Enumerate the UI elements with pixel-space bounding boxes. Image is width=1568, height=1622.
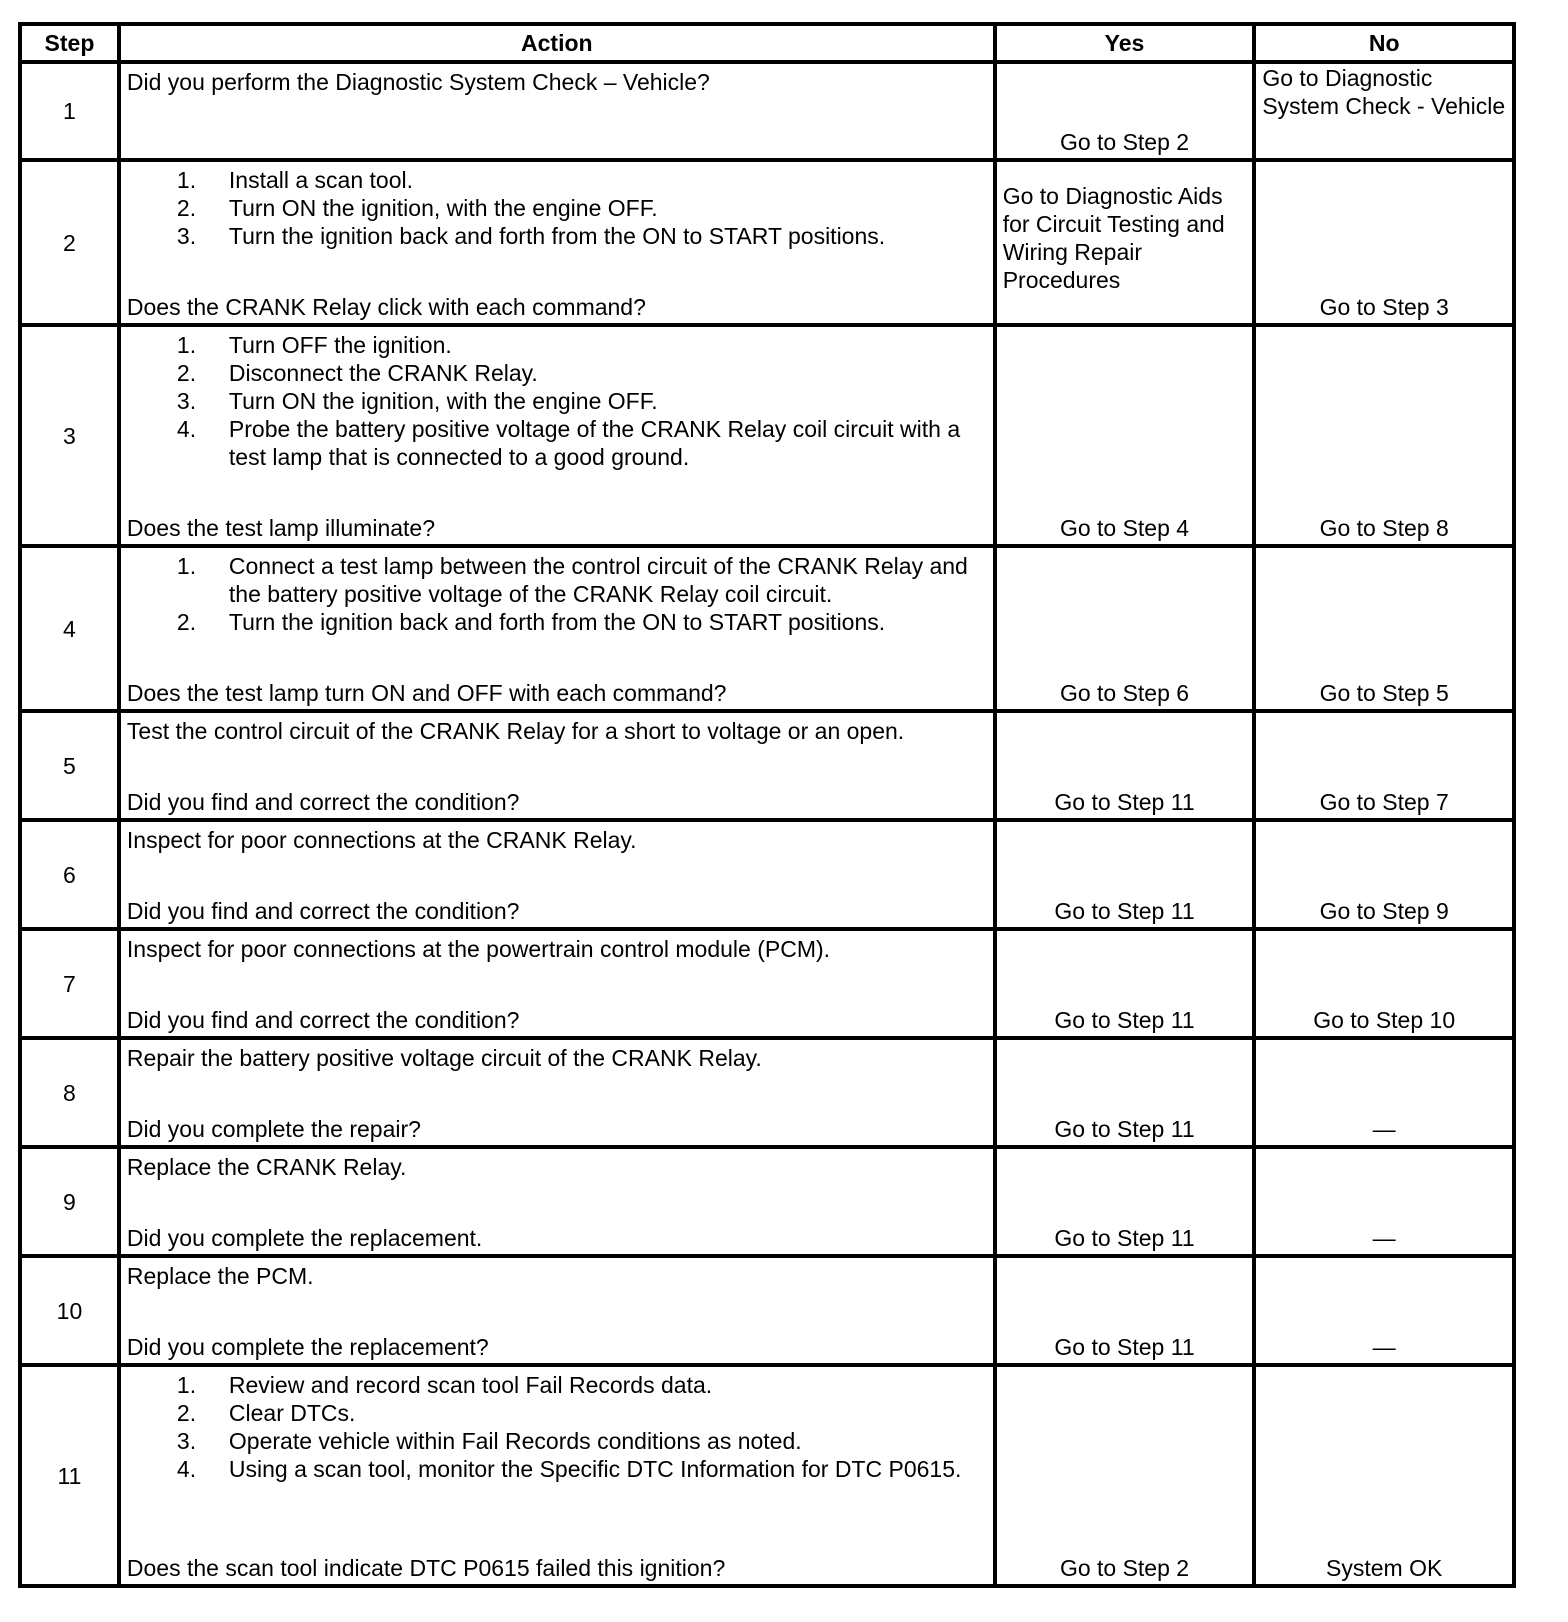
no-cell	[1254, 1147, 1514, 1256]
yes-result-text: Go to Step 11	[1054, 898, 1195, 924]
action-cell	[119, 1256, 995, 1365]
no-result-text: Go to Diagnostic System Check - Vehicle	[1262, 65, 1506, 119]
yes-result-text: Go to Step 6	[1059, 680, 1190, 706]
yes-cell	[995, 711, 1255, 820]
step-number: 2	[20, 160, 119, 325]
action-content	[127, 1262, 987, 1361]
substep-item: Disconnect the CRANK Relay.	[228, 360, 538, 386]
table-row	[20, 1147, 1514, 1256]
substep-item: Turn ON the ignition, with the engine OFF.	[228, 388, 658, 414]
action-content	[127, 552, 987, 707]
no-result-text: Go to Step 3	[1319, 294, 1449, 320]
action-question: Does the CRANK Relay click with each command?	[126, 294, 646, 320]
yes-result-text: Go to Diagnostic Aids for Circuit Testing and Wiring Repair Procedures	[1002, 183, 1225, 293]
step-number: 4	[20, 546, 119, 711]
no-cell	[1254, 820, 1514, 929]
substep-list	[127, 331, 987, 471]
action-content	[127, 1371, 987, 1582]
step-number: 6	[20, 820, 119, 929]
no-result-text: Go to Step 5	[1319, 680, 1449, 706]
action-text: Inspect for poor connections at the powertrain control module (PCM).	[126, 936, 831, 962]
no-cell	[1254, 160, 1514, 325]
action-question: Does the test lamp illuminate?	[126, 515, 436, 541]
table-row	[20, 711, 1514, 820]
action-content	[127, 166, 987, 321]
yes-cell	[995, 62, 1255, 160]
step-number: 5	[20, 711, 119, 820]
no-result-text: Go to Step 9	[1319, 898, 1449, 924]
action-question: Did you complete the repair?	[126, 1116, 421, 1142]
action-content	[127, 1153, 987, 1252]
substep-item: Install a scan tool.	[228, 167, 414, 193]
step-number: 10	[20, 1256, 119, 1365]
yes-cell	[995, 1038, 1255, 1147]
substep-item: Review and record scan tool Fail Records data.	[228, 1372, 713, 1398]
no-result-text: Go to Step 10	[1313, 1007, 1456, 1033]
no-result-text: Go to Step 7	[1319, 789, 1449, 815]
action-question: Did you complete the replacement?	[126, 1334, 489, 1360]
action-content	[127, 826, 987, 925]
yes-result-text: Go to Step 11	[1054, 789, 1195, 815]
yes-result-text: Go to Step 11	[1054, 1007, 1195, 1033]
step-number: 11	[20, 1365, 119, 1586]
action-cell	[119, 1147, 995, 1256]
no-cell	[1254, 1256, 1514, 1365]
table-row	[20, 62, 1514, 160]
table-row	[20, 1256, 1514, 1365]
no-result-text: —	[1372, 1225, 1396, 1251]
no-cell	[1254, 325, 1514, 546]
table-row	[20, 820, 1514, 929]
action-question: Did you complete the replacement.	[126, 1225, 483, 1251]
yes-result-text: Go to Step 2	[1059, 129, 1190, 155]
no-cell	[1254, 1365, 1514, 1586]
action-cell	[119, 546, 995, 711]
substep-list	[127, 1371, 987, 1483]
action-cell	[119, 160, 995, 325]
action-question: Did you find and correct the condition?	[126, 789, 520, 815]
table-row	[20, 325, 1514, 546]
step-number: 9	[20, 1147, 119, 1256]
action-cell	[119, 62, 995, 160]
yes-result-text: Go to Step 2	[1059, 1555, 1190, 1581]
yes-result-text: Go to Step 11	[1054, 1334, 1195, 1360]
action-content	[127, 935, 987, 1034]
action-cell	[119, 929, 995, 1038]
yes-cell	[995, 160, 1255, 325]
yes-cell	[995, 820, 1255, 929]
substep-item: Turn OFF the ignition.	[228, 332, 452, 358]
action-text: Test the control circuit of the CRANK Relay for a short to voltage or an open.	[126, 718, 905, 744]
action-cell	[119, 711, 995, 820]
yes-cell	[995, 546, 1255, 711]
yes-result-text: Go to Step 4	[1059, 515, 1190, 541]
yes-cell	[995, 1365, 1255, 1586]
header-yes: Yes	[995, 24, 1255, 62]
header-row	[20, 24, 1514, 62]
action-text: Replace the PCM.	[126, 1263, 314, 1289]
yes-cell	[995, 929, 1255, 1038]
no-cell	[1254, 62, 1514, 160]
action-cell	[119, 325, 995, 546]
table-row	[20, 1038, 1514, 1147]
substep-item: Turn the ignition back and forth from the ON to START positions.	[228, 609, 886, 635]
substep-item: Operate vehicle within Fail Records conditions as noted.	[228, 1428, 802, 1454]
action-text: Repair the battery positive voltage circuit of the CRANK Relay.	[126, 1045, 762, 1071]
step-number: 3	[20, 325, 119, 546]
header-action: Action	[119, 24, 995, 62]
no-result-text: System OK	[1326, 1555, 1443, 1581]
no-result-text: Go to Step 8	[1319, 515, 1449, 541]
action-question: Does the scan tool indicate DTC P0615 failed this ignition?	[126, 1555, 726, 1581]
table-row	[20, 546, 1514, 711]
substep-item: Clear DTCs.	[228, 1400, 356, 1426]
header-step: Step	[20, 24, 119, 62]
table-row	[20, 1365, 1514, 1586]
no-cell	[1254, 546, 1514, 711]
no-result-text: —	[1372, 1334, 1396, 1360]
no-result-text: —	[1372, 1116, 1396, 1142]
action-content	[127, 331, 987, 542]
yes-cell	[995, 325, 1255, 546]
action-question: Did you find and correct the condition?	[126, 898, 520, 924]
action-content	[127, 717, 987, 816]
step-number: 1	[20, 62, 119, 160]
table-row	[20, 160, 1514, 325]
substep-list	[127, 166, 987, 250]
yes-cell	[995, 1147, 1255, 1256]
step-number: 7	[20, 929, 119, 1038]
yes-result-text: Go to Step 11	[1054, 1225, 1195, 1251]
substep-item: Turn ON the ignition, with the engine OFF.	[228, 195, 658, 221]
substep-item: Probe the battery positive voltage of the CRANK Relay coil circuit with a test lamp that is connected to a good ground.	[228, 416, 961, 470]
table-row	[20, 929, 1514, 1038]
no-cell	[1254, 711, 1514, 820]
yes-result-text: Go to Step 11	[1054, 1116, 1195, 1142]
no-cell	[1254, 929, 1514, 1038]
substep-item: Connect a test lamp between the control circuit of the CRANK Relay and the battery positive voltage of the CRANK Relay coil circuit.	[228, 553, 968, 607]
substep-item: Using a scan tool, monitor the Specific DTC Information for DTC P0615.	[228, 1456, 962, 1482]
action-cell	[119, 1365, 995, 1586]
action-cell	[119, 820, 995, 929]
action-cell	[119, 1038, 995, 1147]
action-text: Did you perform the Diagnostic System Check – Vehicle?	[126, 69, 710, 95]
substep-list	[127, 552, 987, 636]
substep-item: Turn the ignition back and forth from the ON to START positions.	[228, 223, 886, 249]
action-question: Did you find and correct the condition?	[126, 1007, 520, 1033]
yes-cell	[995, 1256, 1255, 1365]
action-content	[127, 68, 987, 156]
diagnostic-table	[18, 22, 1516, 1588]
header-no: No	[1254, 24, 1514, 62]
action-content	[127, 1044, 987, 1143]
table-body	[20, 62, 1514, 1586]
no-cell	[1254, 1038, 1514, 1147]
action-question: Does the test lamp turn ON and OFF with each command?	[126, 680, 727, 706]
action-text: Replace the CRANK Relay.	[126, 1154, 407, 1180]
action-text: Inspect for poor connections at the CRANK Relay.	[126, 827, 637, 853]
step-number: 8	[20, 1038, 119, 1147]
